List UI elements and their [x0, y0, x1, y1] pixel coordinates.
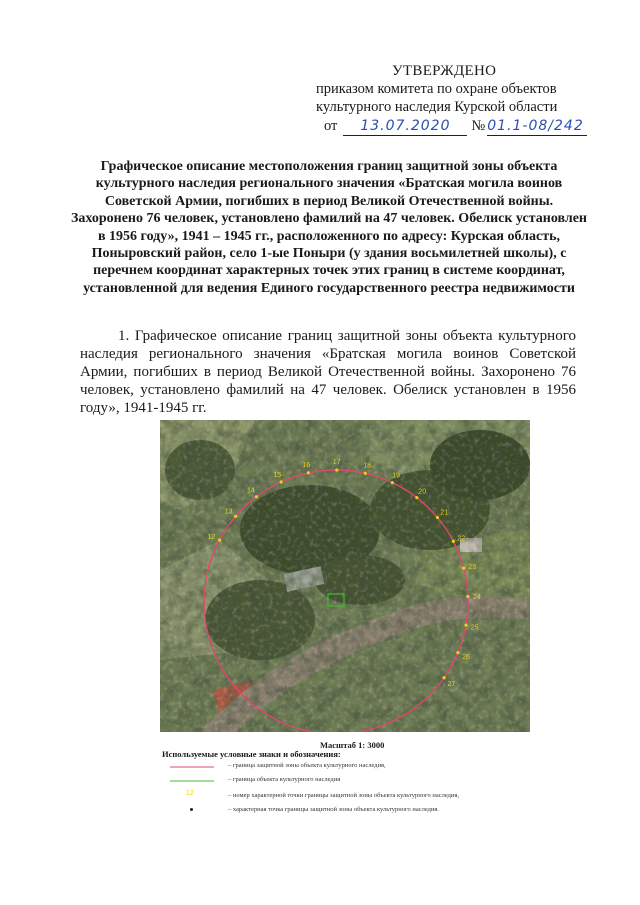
point-label-23: 23: [468, 563, 477, 571]
characteristic-point-14: [255, 495, 258, 498]
point-label-12: 12: [207, 533, 216, 541]
map-scale: Масштаб 1: 3000: [320, 740, 385, 750]
light-texture: [160, 420, 530, 732]
legend-item-4: – характерная точка границы защитной зоны объекта культурного наследия.: [228, 806, 440, 813]
approval-date-number-line: [324, 117, 616, 136]
characteristic-point-15: [280, 480, 283, 483]
point-label-18: 18: [363, 462, 371, 470]
approval-title: УТВЕРЖДЕНО: [392, 63, 497, 79]
legend-item-3: – номер характерной точки границы защитной зоны объекта культурного наследия,: [228, 792, 460, 799]
point-label-21: 21: [440, 509, 449, 517]
legend-row-point-number: [170, 790, 530, 804]
approval-line-1: приказом комитета по охране объектов: [316, 81, 557, 97]
point-label-20: 20: [418, 488, 427, 496]
characteristic-point-21: [436, 516, 439, 519]
handwritten-date: 13.07.2020: [343, 117, 467, 136]
legend-dot-symbol: [190, 808, 193, 811]
point-label-24: 24: [472, 594, 481, 602]
point-label-14: 14: [247, 487, 255, 495]
satellite-map: [160, 420, 530, 732]
map-svg: [160, 420, 530, 732]
legend-green-line-symbol: [170, 778, 214, 784]
point-label-15: 15: [273, 471, 282, 479]
point-label-17: 17: [332, 459, 341, 466]
characteristic-point-16: [307, 471, 310, 474]
approval-line-2: культурного наследия Курской области: [316, 99, 558, 115]
handwritten-number: 01.1-08/242: [487, 117, 587, 136]
legend-number-symbol: 12: [186, 790, 194, 797]
characteristic-point-22: [452, 540, 455, 543]
approval-block: [316, 62, 616, 136]
point-label-26: 26: [462, 654, 470, 661]
number-prefix: №: [471, 118, 486, 134]
characteristic-point-12: [218, 538, 221, 541]
point-label-22: 22: [457, 535, 466, 543]
point-label-25: 25: [470, 624, 479, 632]
characteristic-point-13: [234, 515, 237, 518]
legend-row-object-boundary: [170, 774, 530, 788]
section-1-paragraph: 1. Графическое описание границ защитной зоны объекта культурного наследия регионального значения «Братская могила воинов Советской Армии, погибших в период Великой Отечественной войны. Захоронено 76 человек, установлено фамилий на 47 человек. Обелиск установлен в 1956 году», 1941-1945 гг.: [80, 328, 576, 416]
point-label-19: 19: [392, 472, 400, 480]
characteristic-point-24: [466, 595, 469, 598]
characteristic-point-19: [391, 481, 394, 484]
characteristic-point-25: [464, 624, 467, 627]
characteristic-point-17: [335, 468, 338, 471]
point-label-16: 16: [302, 462, 311, 470]
characteristic-point-18: [364, 472, 367, 475]
legend-row-zone-boundary: [170, 760, 530, 774]
characteristic-point-27: [443, 676, 446, 679]
legend-title: Используемые условные знаки и обозначения:: [162, 749, 341, 759]
characteristic-point-23: [462, 567, 465, 570]
characteristic-point-20: [415, 496, 418, 499]
point-label-13: 13: [224, 508, 233, 516]
legend-item-1: – граница защитной зоны объекта культурного наследия,: [228, 762, 386, 769]
legend-item-2: – граница объекта культурного наследия: [228, 776, 341, 783]
characteristic-point-26: [456, 651, 459, 654]
legend-row-point: [170, 804, 530, 818]
document-heading: Графическое описание местоположения границ защитной зоны объекта культурного наследия регионального значения «Братская могила воинов Советской Армии, погибших в период Великой Отечественной войны. Захоронено 76 человек, установлено фамилий на 47 человек. Обелиск установлен в 1956 году», 1941 – 1945 гг., расположенного по адресу: Курская область, Поныровский район, село 1-ые Поныри (у здания восьмилетней школы), с перечнем координат характерных точек этих границ в системе координат, установленной для ведения Единого государственного реестра недвижимости: [71, 159, 587, 296]
date-prefix: от: [324, 118, 338, 134]
legend-pink-line-symbol: [170, 764, 214, 770]
point-label-27: 27: [447, 680, 456, 688]
